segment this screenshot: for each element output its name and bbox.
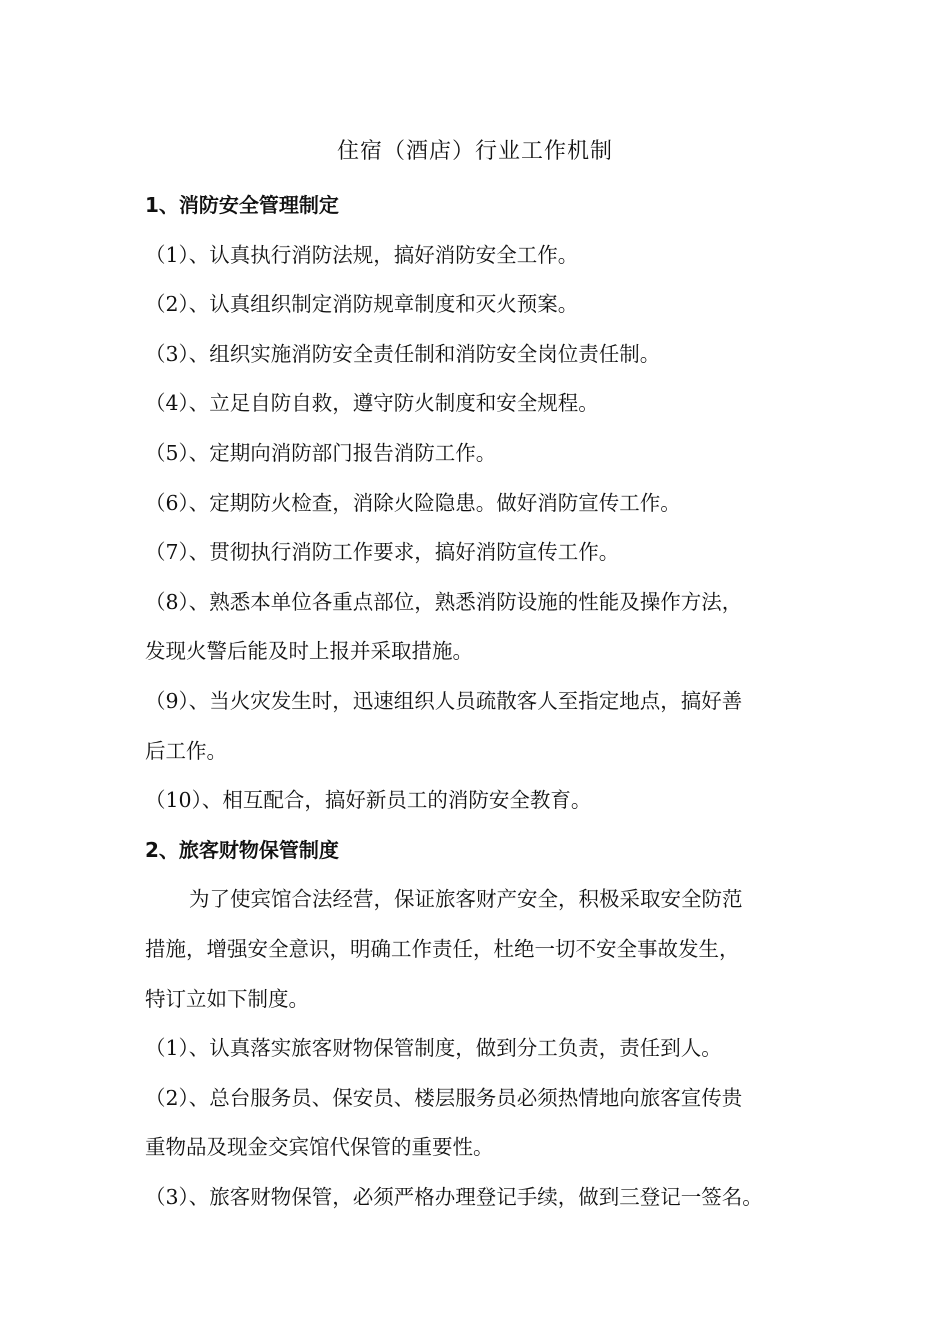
section-1-item-1: （1）、认真执行消防法规，搞好消防安全工作。 — [145, 242, 579, 267]
section-1-heading: 1、消防安全管理制定 — [145, 193, 339, 217]
section-2-intro-line-1: 为了使宾馆合法经营，保证旅客财产安全，积极采取安全防范 — [189, 887, 743, 912]
section-1-item-3: （3）、组织实施消防安全责任制和消防安全岗位责任制。 — [145, 341, 661, 366]
section-2-item-2-cont: 重物品及现金交宾馆代保管的重要性。 — [145, 1135, 494, 1160]
section-1-item-8: （8）、熟悉本单位各重点部位，熟悉消防设施的性能及操作方法， — [145, 589, 743, 614]
section-1-item-9-cont: 后工作。 — [145, 738, 227, 763]
section-2-item-1: （1）、认真落实旅客财物保管制度，做到分工负责，责任到人。 — [145, 1036, 722, 1061]
section-1-item-6: （6）、定期防火检查，消除火险隐患。做好消防宣传工作。 — [145, 490, 681, 515]
section-1-item-4: （4）、立足自防自救，遵守防火制度和安全规程。 — [145, 391, 599, 416]
section-1-item-8-cont: 发现火警后能及时上报并采取措施。 — [145, 639, 473, 664]
section-1-item-7: （7）、贯彻执行消防工作要求，搞好消防宣传工作。 — [145, 540, 620, 565]
section-1-item-9: （9）、当火灾发生时，迅速组织人员疏散客人至指定地点，搞好善 — [145, 688, 743, 713]
document-body — [145, 181, 835, 1222]
section-2-heading: 2、旅客财物保管制度 — [145, 837, 339, 862]
section-2-item-2: （2）、总台服务员、保安员、楼层服务员必须热情地向旅客宣传贵 — [145, 1085, 743, 1110]
section-2-intro-line-3: 特订立如下制度。 — [145, 986, 309, 1011]
section-1-item-2: （2）、认真组织制定消防规章制度和灭火预案。 — [145, 292, 579, 317]
document-title: 住宿（酒店）行业工作机制 — [336, 139, 613, 164]
section-1-item-10: （10）、相互配合，搞好新员工的消防安全教育。 — [145, 788, 592, 813]
section-1-item-5: （5）、定期向消防部门报告消防工作。 — [145, 440, 497, 465]
section-2-intro-line-2: 措施，增强安全意识，明确工作责任，杜绝一切不安全事故发生， — [145, 936, 740, 961]
section-2-item-3: （3）、旅客财物保管，必须严格办理登记手续，做到三登记一签名。 — [145, 1184, 763, 1209]
